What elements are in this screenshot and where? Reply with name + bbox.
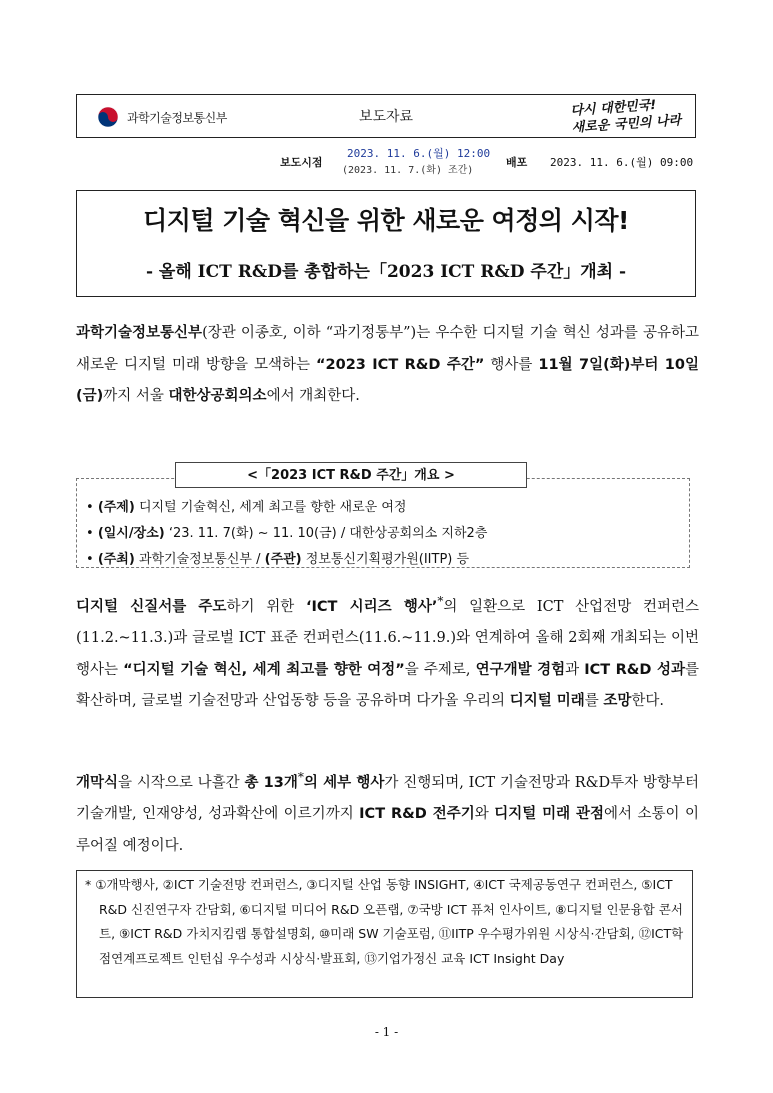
- paragraph-2: [76, 586, 699, 718]
- overview-item-text: 정보통신기획평가원(IITP) 등: [301, 552, 470, 567]
- p1-text-1: (장관 이종호, 이하 “과기정통부”)는 우수한 디지털 기술 혁신 성과를 공유하고 새로운 디지털 미래 방향을 모색하는: [76, 325, 699, 373]
- title-box: [76, 190, 696, 297]
- p2-bold: 조망: [603, 693, 632, 710]
- sub-title: - 올해 ICT R&D를 총합하는「2023 ICT R&D 주간」개최 -: [145, 262, 627, 282]
- overview-title: <「2023 ICT R&D 주간」개요 >: [175, 462, 527, 488]
- embargo-label: 보도시점: [280, 156, 323, 169]
- p3-text: 에서 소통이 이루어질 예정이다.: [76, 806, 699, 854]
- p2-text: 를: [584, 693, 604, 710]
- paragraph-3: [76, 762, 699, 862]
- main-title: 디지털 기술 혁신을 위한 새로운 여정의 시작!: [143, 206, 629, 235]
- p1-text-3: 까지 서울: [103, 388, 169, 404]
- overview-item-label: (일시/장소): [97, 526, 165, 541]
- distribution-time: 2023. 11. 6.(월) 09:00: [550, 156, 694, 169]
- p3-text: 가 진행되며, ICT 기술전망과 R&D투자 방향부터 기술개발, 인재양성, 성과확산에 이르기까지: [76, 774, 699, 823]
- embargo-print: (2023. 11. 7.(화) 조간): [342, 165, 474, 176]
- p2-text: 하기 위한: [226, 598, 306, 615]
- p1-bold-4: 대한상공회의소: [168, 388, 267, 404]
- p3-bold: 총 13개: [244, 774, 298, 791]
- footnote-text: * ①개막행사, ②ICT 기술전망 컨퍼런스, ③디지털 산업 동향 INSIGHT, ④ICT 국제공동연구 컨퍼런스, ⑤ICT R&D 신진연구자 간담회, ⑥디지털 미디어 R&D 오픈랩, ⑦국방 ICT 퓨처 인사이트, ⑧디지털 인문융합 콘서트, ⑨ICT R&D 가치지킴랩 통합설명회, ⑩미래 SW 기술포럼, ⑪IITP 우수평가위원 시상식·간담회, ⑫ICT학점연계프로젝트 인턴십 우수성과 시상식·발표회, ⑬기업가정신 교육 ICT Insight Day: [85, 877, 684, 966]
- embargo-time: 2023. 11. 6.(월) 12:00: [347, 147, 491, 160]
- p2-text: 를 확산하며, 글로벌 기술전망과 산업동향 등을 공유하며 다가올 우리의: [76, 661, 699, 710]
- ministry-name: 과학기술정보통신부: [127, 110, 227, 125]
- distribution-label: 배포: [506, 156, 528, 169]
- p2-bold: ‘ICT 시리즈 행사’: [305, 598, 438, 615]
- paragraph-1: [76, 318, 699, 413]
- p2-bold: “디지털 기술 혁신, 세계 최고를 향한 여정”: [123, 661, 405, 678]
- page-number: - 1 -: [374, 1025, 399, 1039]
- overview-item-text: 과학기술정보통신부 /: [134, 552, 265, 567]
- overview-item-text: 디지털 기술혁신, 세계 최고를 향한 새로운 여정: [134, 500, 407, 515]
- overview-item-label: (주최): [97, 552, 135, 567]
- p3-bold: 디지털 미래 관점: [494, 806, 605, 823]
- overview-item-host: • (주최) 과학기술정보통신부 / (주관) 정보통신기획평가원(IITP) 등: [86, 552, 470, 567]
- p2-bold: ICT R&D 성과: [584, 661, 685, 678]
- slogan-line-1: 다시 대한민국!: [570, 97, 658, 119]
- p1-bold-1: 과학기술정보통신부: [76, 325, 203, 341]
- footnote-box: [76, 870, 693, 998]
- p2-text: 과: [565, 661, 585, 678]
- slogan-line-2: 새로운 국민의 나라: [571, 113, 682, 136]
- overview-item-date-place: • (일시/장소) ‘23. 11. 7(화) ~ 11. 10(금) / 대한상공회의소 지하2층: [86, 526, 488, 541]
- footnote-mark: *: [437, 594, 444, 608]
- p3-text: 와: [474, 806, 495, 823]
- p1-text-2: 행사를: [484, 356, 539, 373]
- overview-item-text: ‘23. 11. 7(화) ~ 11. 10(금) / 대한상공회의소 지하2층: [164, 526, 488, 541]
- p2-bold: 디지털 미래: [509, 693, 585, 710]
- overview-item-label: (주제): [97, 500, 135, 515]
- p3-bold: 의 세부 행사: [303, 774, 385, 791]
- release-info: [280, 145, 710, 185]
- p3-bold: ICT R&D 전주기: [359, 806, 475, 823]
- p3-bold: 개막식: [76, 774, 119, 791]
- p3-text: 을 시작으로 나흘간: [118, 774, 245, 791]
- overview-item-theme: • (주제) 디지털 기술혁신, 세계 최고를 향한 새로운 여정: [86, 500, 407, 515]
- p1-bold-2: “2023 ICT R&D 주간”: [315, 356, 485, 373]
- p2-bold: 디지털 신질서를 주도: [76, 598, 227, 615]
- overview-item-label: (주관): [264, 552, 302, 567]
- p1-bold-3: 11월 7일(화)부터 10일(금): [76, 356, 699, 404]
- header-box: [76, 94, 696, 138]
- doc-type-label: 보도자료: [358, 109, 414, 125]
- p2-bold: 연구개발 경험: [475, 661, 566, 678]
- p2-text: 을 주제로,: [404, 661, 476, 678]
- footnote-mark: *: [297, 770, 304, 784]
- p1-text-4: 에서 개최한다.: [266, 388, 360, 404]
- p2-text: 의 일환으로 ICT 산업전망 컨퍼런스(11.2.~11.3.)과 글로벌 ICT 표준 컨퍼런스(11.6.~11.9.)와 연계하여 올해 2회째 개최되는 이번 행사는: [76, 598, 699, 678]
- p2-text: 한다.: [631, 693, 665, 710]
